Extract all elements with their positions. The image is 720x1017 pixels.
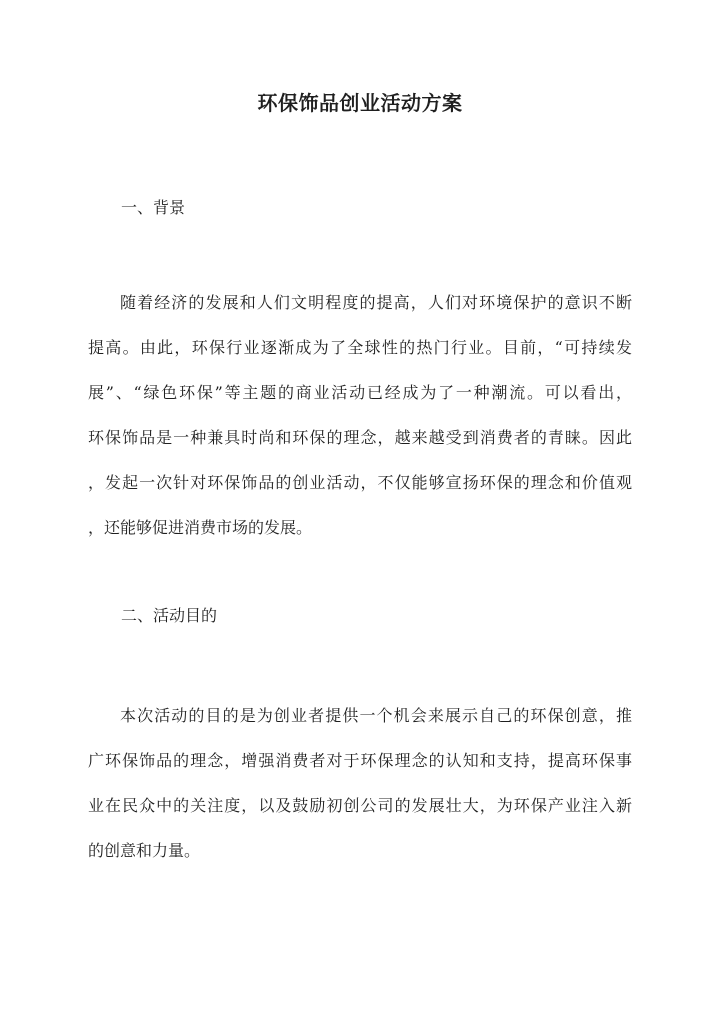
paragraph-line: 的创意和力量。	[88, 841, 201, 860]
paragraph-line: 展”、“绿色环保”等主题的商业活动已经成为了一种潮流。可以看出，	[88, 383, 632, 402]
paragraph-line: 业在民众中的关注度，以及鼓励初创公司的发展壮大，为环保产业注入新	[88, 796, 632, 815]
section-heading-purpose: 二、活动目的	[121, 606, 218, 625]
paragraph-line: 广环保饰品的理念，增强消费者对于环保理念的认知和支持，提高环保事	[88, 751, 632, 770]
paragraph-line: 本次活动的目的是为创业者提供一个机会来展示自己的环保创意，推	[120, 706, 632, 725]
section-heading-background: 一、背景	[121, 198, 186, 217]
paragraph-line: 随着经济的发展和人们文明程度的提高，人们对环境保护的意识不断	[120, 293, 632, 312]
paragraph-line: 环保饰品是一种兼具时尚和环保的理念，越来越受到消费者的青睐。因此	[88, 428, 632, 447]
paragraph-line: ，还能够促进消费市场的发展。	[88, 518, 313, 537]
paragraph-line: ，发起一次针对环保饰品的创业活动，不仅能够宣扬环保的理念和价值观	[88, 473, 632, 492]
paragraph-line: 提高。由此，环保行业逐渐成为了全球性的热门行业。目前，“可持续发	[88, 338, 632, 357]
background-paragraph	[88, 293, 632, 563]
purpose-paragraph	[88, 706, 632, 886]
document-title: 环保饰品创业活动方案	[257, 91, 463, 115]
